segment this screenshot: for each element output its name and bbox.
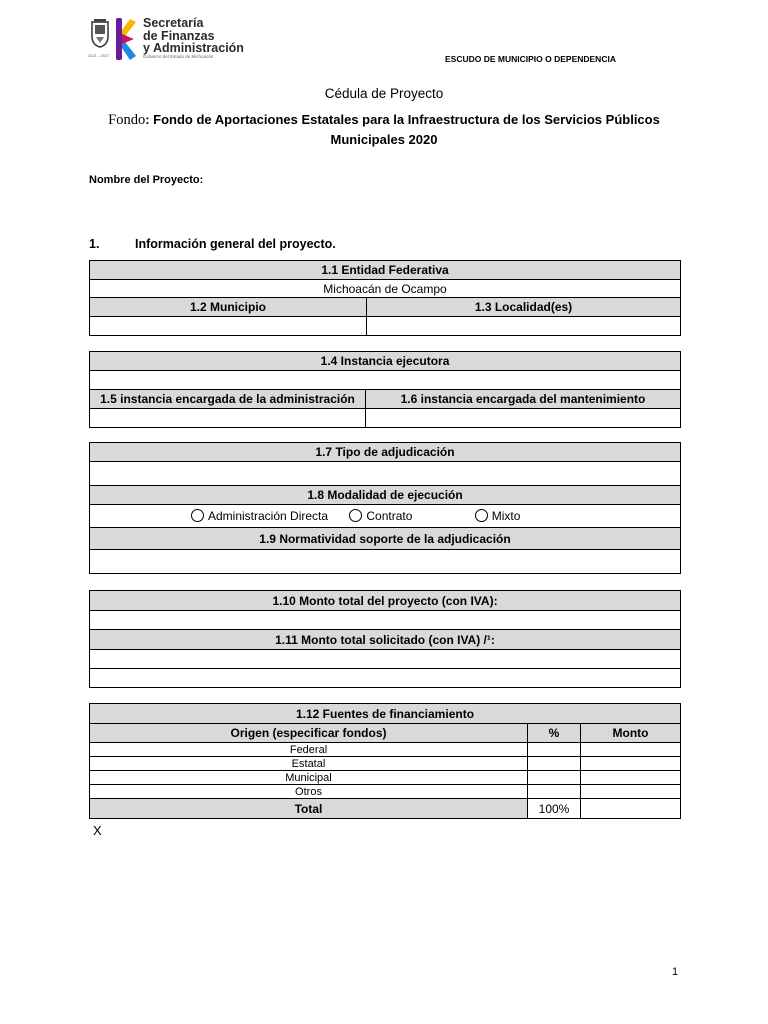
localidad-field[interactable] [367,317,681,336]
escudo-label: ESCUDO DE MUNICIPIO O DEPENDENCIA [445,54,616,64]
fuentes-header: 1.12 Fuentes de financiamiento [90,704,681,724]
section-heading [89,237,336,251]
total-label: Total [90,799,528,819]
entidad-value: Michoacán de Ocampo [90,280,681,298]
total-pct: 100% [528,799,581,819]
x-mark: X [93,823,102,838]
municipio-field[interactable] [90,317,367,336]
project-name-label: Nombre del Proyecto: [89,174,204,186]
document-title: Cédula de Proyecto [324,86,444,101]
table-montos [89,590,681,688]
modalidad-header: 1.8 Modalidad de ejecución [90,486,681,505]
table-instancia [89,351,681,428]
monto-solicitado-header: 1.11 Monto total solicitado (con IVA) /¹: [90,630,681,650]
option-administracion-directa[interactable]: Administración Directa [187,509,328,523]
localidad-header: 1.3 Localidad(es) [367,298,681,317]
coat-of-arms-icon [90,18,110,48]
col-pct: % [528,724,581,743]
option-mixto[interactable]: Mixto [471,509,521,523]
fondo-value-line1: : Fondo de Aportaciones Estatales para la Infraestructura de los Servicios Públicos [145,112,660,127]
radio-icon[interactable] [349,509,362,522]
modalidad-options [90,505,681,528]
mantenimiento-header: 1.6 instancia encargada del mantenimiento [366,390,681,409]
logo-wordmark: Secretaría de Finanzas y Administración [143,16,244,55]
adjudicacion-field[interactable] [90,462,681,486]
instancia-header: 1.4 Instancia ejecutora [90,352,681,371]
adjudicacion-header: 1.7 Tipo de adjudicación [90,443,681,462]
instancia-field[interactable] [90,371,681,390]
monto-field[interactable] [581,771,681,785]
table-row: Federal [90,743,528,757]
monto-total-field[interactable] [90,611,681,630]
table-entidad [89,260,681,336]
entidad-header: 1.1 Entidad Federativa [90,261,681,280]
col-origen: Origen (especificar fondos) [90,724,528,743]
logo-years: 2021 - 2027 [88,53,110,58]
table-row: Estatal [90,757,528,771]
pct-field[interactable] [528,743,581,757]
secretaria-logo-icon [114,16,138,62]
table-row: Municipal [90,771,528,785]
monto-field[interactable] [581,757,681,771]
fondo-value-line2: Municipales 2020 [330,132,438,147]
radio-icon[interactable] [475,509,488,522]
monto-total-header: 1.10 Monto total del proyecto (con IVA): [90,591,681,611]
pct-field[interactable] [528,785,581,799]
monto-field[interactable] [581,785,681,799]
table-adjudicacion [89,442,681,574]
monto-solicitado-field[interactable] [90,650,681,669]
page-number: 1 [672,966,679,978]
section-number: 1. [89,237,100,251]
option-contrato[interactable]: Contrato [345,509,412,523]
administracion-header: 1.5 instancia encargada de la administración [90,390,366,409]
normatividad-header: 1.9 Normatividad soporte de la adjudicación [90,528,681,550]
administracion-field[interactable] [90,409,366,428]
logo-subtitle: Gobierno del Estado de Michoacán [143,54,214,59]
fondo-label: Fondo [108,112,146,128]
pct-field[interactable] [528,771,581,785]
municipio-header: 1.2 Municipio [90,298,367,317]
monto-field[interactable] [581,743,681,757]
pct-field[interactable] [528,757,581,771]
section-title: Información general del proyecto. [135,237,336,251]
radio-icon[interactable] [191,509,204,522]
table-row: Otros [90,785,528,799]
mantenimiento-field[interactable] [366,409,681,428]
normatividad-field[interactable] [90,550,681,574]
total-monto-field[interactable] [581,799,681,819]
fondo-heading [90,110,678,149]
col-monto: Monto [581,724,681,743]
monto-extra-field[interactable] [90,669,681,688]
table-fuentes [89,703,681,819]
